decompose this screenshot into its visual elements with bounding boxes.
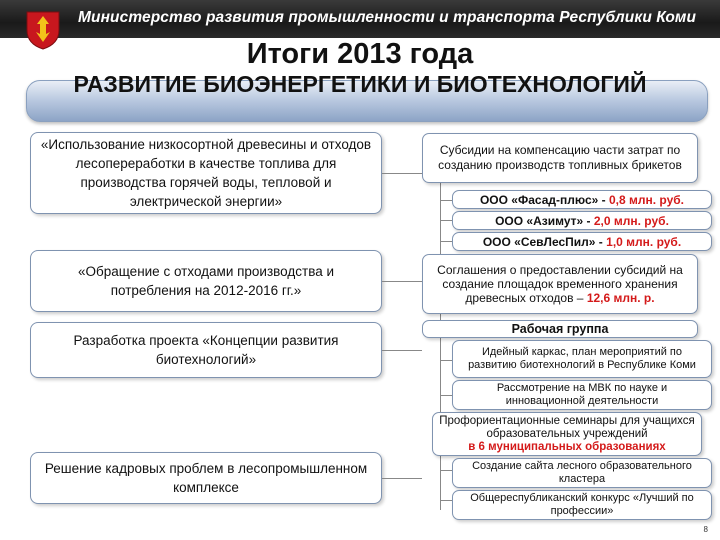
seminars-place: в 6 муниципальных образованиях [468,440,666,453]
connector-line [382,478,422,479]
section-title: РАЗВИТИЕ БИОЭНЕРГЕТИКИ И БИОТЕХНОЛОГИЙ [73,71,647,97]
left-item-staff [30,452,382,504]
firm1-name: ООО «Фасад-плюс» - [479,192,609,207]
subsidy-text: Субсидии на компенсацию части затрат по созданию производств топливных брикетов [438,143,682,172]
contest-text: Общереспубликанский конкурс «Лучший по профессии» [470,492,694,517]
firm3-amount: 1,0 млн. руб. [606,234,682,249]
firm-item [452,190,712,209]
left-item-concept [30,322,382,378]
mvk-box [452,380,712,410]
connector-line [440,395,452,396]
left-item-concept-text: Разработка проекта «Концепции развития биотехнологий» [73,333,339,367]
connector-line [440,360,452,361]
connector-line [440,470,452,471]
connector-line [382,281,422,282]
framework-text: Идейный каркас, план мероприятий по развитию биотехнологий в Республике Коми [468,346,696,371]
agreements-text: Соглашения о предоставлении субсидий на создание площадок временного хранения древесных отходов – [437,263,683,305]
contest-box [452,490,712,520]
website-box [452,458,712,488]
left-item-waste-text: «Обращение с отходами производства и потребления на 2012-2016 гг.» [77,264,335,298]
connector-line [440,241,452,242]
subsidy-box [422,133,698,183]
page-title: Итоги 2013 года [246,38,474,70]
firm2-amount: 2,0 млн. руб. [593,213,669,228]
working-group-box [422,320,698,338]
mvk-text: Рассмотрение на МВК по науке и инновационной деятельности [496,382,668,407]
firm3-name: ООО «СевЛесПил» - [482,234,607,249]
seminars-text: Профориентационные семинары для учащихся образовательных учреждений [439,414,695,440]
connector-line [440,200,452,201]
agreements-amount: 12,6 млн. р. [586,291,655,305]
left-item-fuel [30,132,382,214]
connector-line [440,500,452,501]
connector-line [382,173,422,174]
agreements-box [422,254,698,314]
left-item-staff-text: Решение кадровых проблем в лесопромышленном комплексе [44,461,368,495]
left-item-waste [30,250,382,312]
seminars-box [432,412,702,456]
firm1-amount: 0,8 млн. руб. [608,192,685,207]
firm2-name: ООО «Азимут» - [495,213,594,228]
page-number: 8 [703,525,708,534]
connector-line [440,220,452,221]
ministry-name: Министерство развития промышленности и транспорта Республики Коми [78,9,697,26]
firm-item [452,232,712,251]
left-item-fuel-text: «Использование низкосортной древесины и отходов лесопереработки в качестве топлива для производства горячей воды, тепловой и электрической энергии» [40,137,372,209]
website-text: Создание сайта лесного образовательного кластера [472,460,692,485]
working-group-text: Рабочая группа [511,322,609,336]
connector-line [382,350,422,351]
firm-item [452,211,712,230]
framework-box [452,340,712,378]
